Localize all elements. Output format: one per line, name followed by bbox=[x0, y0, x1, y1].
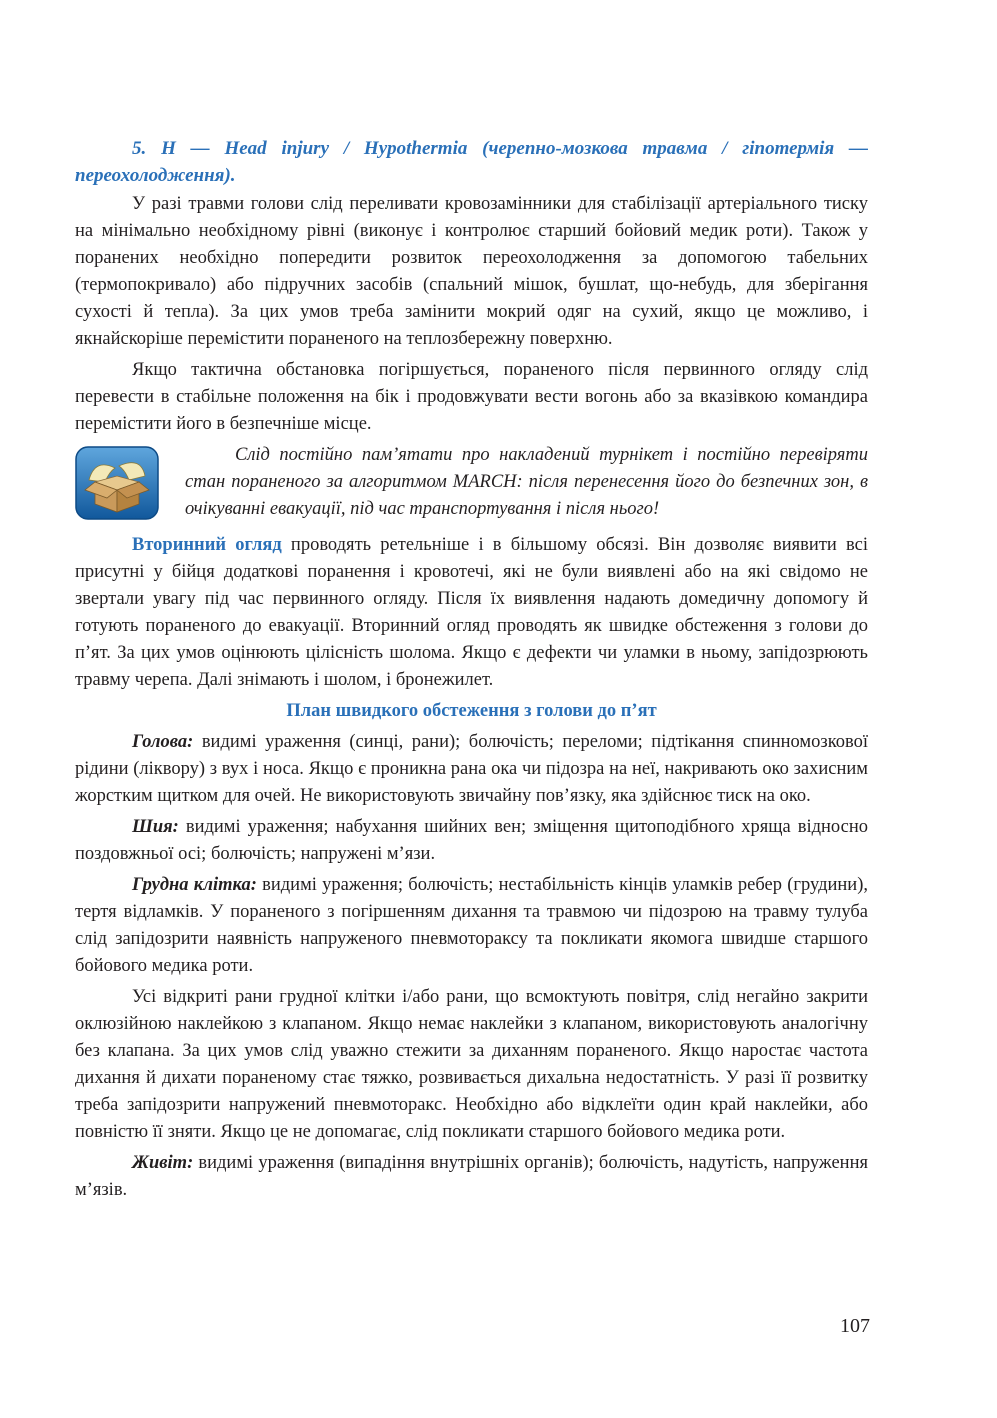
secondary-exam-text: проводять ретельніше і в більшому обсязі. Він дозволяє виявити всі присутні у бійця додаткові поранення і кровотечі, які не були виявлені або на які свідомо не звертали увагу під час первинного огляду. Після їх виявлення надають домедичну допомогу й готують пораненого до евакуації. Вторинний огляд проводять як швидке обстеження з голови до п’ят. За цих умов оцінюють цілісність шолома. Якщо є дефекти чи уламки в ньому, запідозрюють травму черепа. Далі знімають і шолом, і бронежилет. bbox=[75, 535, 868, 690]
secondary-exam-term: Вторинний огляд bbox=[132, 535, 282, 555]
paragraph-chest-wounds: Усі відкриті рани грудної клітки і/або рани, що всмоктують повітря, слід негайно закрити оклюзійною наклейкою з клапаном. Якщо немає наклейки з клапаном, використовують аналогічну без клапана. За цих умов слід уважно стежити за диханням пораненого. Якщо наростає частота дихання й дихати пораненому стає тяжко, розвивається дихальна недостатність. У разі її розвитку треба запідозрити напружений пневмоторакс. Необхідно або відклеїти один край наклейки, або повністю її зняти. Якщо це не допомагає, слід покликати старшого бойового медика роти. bbox=[75, 987, 868, 1142]
item-abdomen bbox=[75, 1150, 868, 1204]
item-chest-term: Грудна клітка: bbox=[132, 875, 257, 895]
paragraph-tactical: Якщо тактична обстановка погіршується, пораненого після первинного огляду слід перевести в стабільне положення на бік і продовжувати вести вогонь або за вказівкою командира перемістити його в безпечніше місце. bbox=[75, 360, 868, 434]
page-number: 107 bbox=[840, 1315, 870, 1337]
paragraph-secondary-exam bbox=[75, 532, 868, 694]
section-heading: 5. H — Head injury / Hypothermia (черепно-мозкова травма / гіпотермія — переохолодження). bbox=[75, 138, 868, 186]
item-head bbox=[75, 729, 868, 810]
reminder-text: Слід постійно пам’ятати про накладений турнікет і постійно перевіряти стан пораненого за алгоритмом MARCH: після перенесення його до безпечних зон, в очікуванні евакуації, під час транспортування і після нього! bbox=[185, 445, 868, 519]
item-abdomen-text: видимі ураження (випадіння внутрішніх органів); болючість, надутість, напруження м’язів. bbox=[75, 1153, 868, 1200]
item-neck-text: видимі ураження; набухання шийних вен; зміщення щитоподібного хряща відносно поздовжньої осі; болючість; напружені м’язи. bbox=[75, 817, 868, 864]
plan-subheading: План швидкого обстеження з голови до п’ят bbox=[286, 701, 657, 721]
item-chest bbox=[75, 872, 868, 980]
item-abdomen-term: Живіт: bbox=[132, 1153, 194, 1173]
item-head-term: Голова: bbox=[132, 732, 194, 752]
item-head-text: видимі ураження (синці, рани); болючість; переломи; підтікання спинномозкової рідини (ліквору) з вух і носа. Якщо є проникна рана ока чи підозра на неї, накривають око захисним жорстким щитком для очей. Не використовують звичайну пов’язку, яка здійснює тиск на око. bbox=[75, 732, 868, 806]
paragraph-head-injury: У разі травми голови слід переливати кровозамінники для стабілізації артеріального тиску на мінімально необхідному рівні (виконує і контролює старший бойовий медик роти). Також у поранених необхідно попередити розвиток переохолодження за допомогою табельних (термопокривало) або підручних засобів (спальний мішок, бушлат, що-небудь, для зберігання сухості й тепла). За цих умов треба замінити мокрий одяг на сухий, якщо це можливо, і якнайскоріше перемістити пораненого на теплозбережну поверхню. bbox=[75, 194, 868, 349]
item-neck-term: Шия: bbox=[132, 817, 179, 837]
reminder-note bbox=[75, 442, 868, 526]
page-content bbox=[75, 135, 868, 1208]
item-chest-text: видимі ураження; болючість; нестабільність кінців уламків ребер (грудини), тертя відламків. У пораненого з погіршенням дихання та травмою чи підозрою на травму тулуба слід запідозрити наявність напруженого пневмотораксу та покликати якомога швидше старшого бойового медика роти. bbox=[75, 875, 868, 976]
open-book-box-icon bbox=[75, 446, 159, 520]
item-neck bbox=[75, 814, 868, 868]
